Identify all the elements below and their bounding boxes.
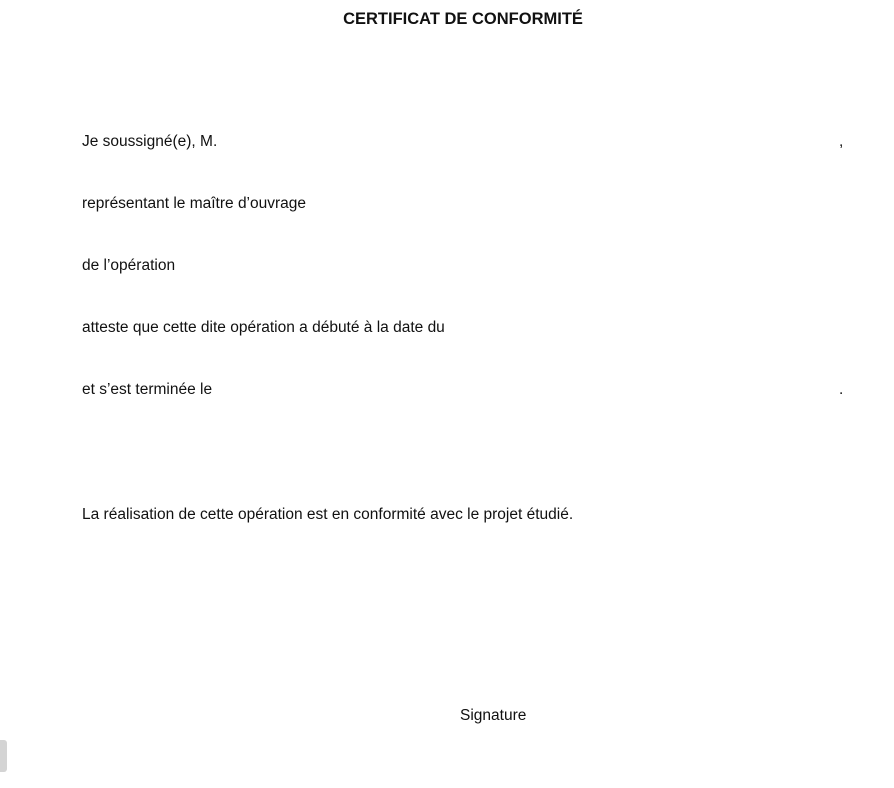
soussigne-comma: , [839, 133, 844, 150]
operation-line: de l’opération [82, 257, 176, 274]
terminee-period: . [839, 381, 844, 398]
terminee-line: et s’est terminée le [82, 381, 213, 398]
representant-line: représentant le maître d’ouvrage [82, 195, 307, 212]
side-scroll-handle[interactable] [0, 740, 7, 772]
atteste-line: atteste que cette dite opération a débuté à la date du [82, 319, 445, 336]
soussigne-line: Je soussigné(e), M. [82, 133, 218, 150]
document-title: CERTIFICAT DE CONFORMITÉ [343, 10, 583, 28]
conformite-statement: La réalisation de cette opération est en conformité avec le projet étudié. [82, 506, 574, 523]
signature-label: Signature [460, 707, 527, 724]
